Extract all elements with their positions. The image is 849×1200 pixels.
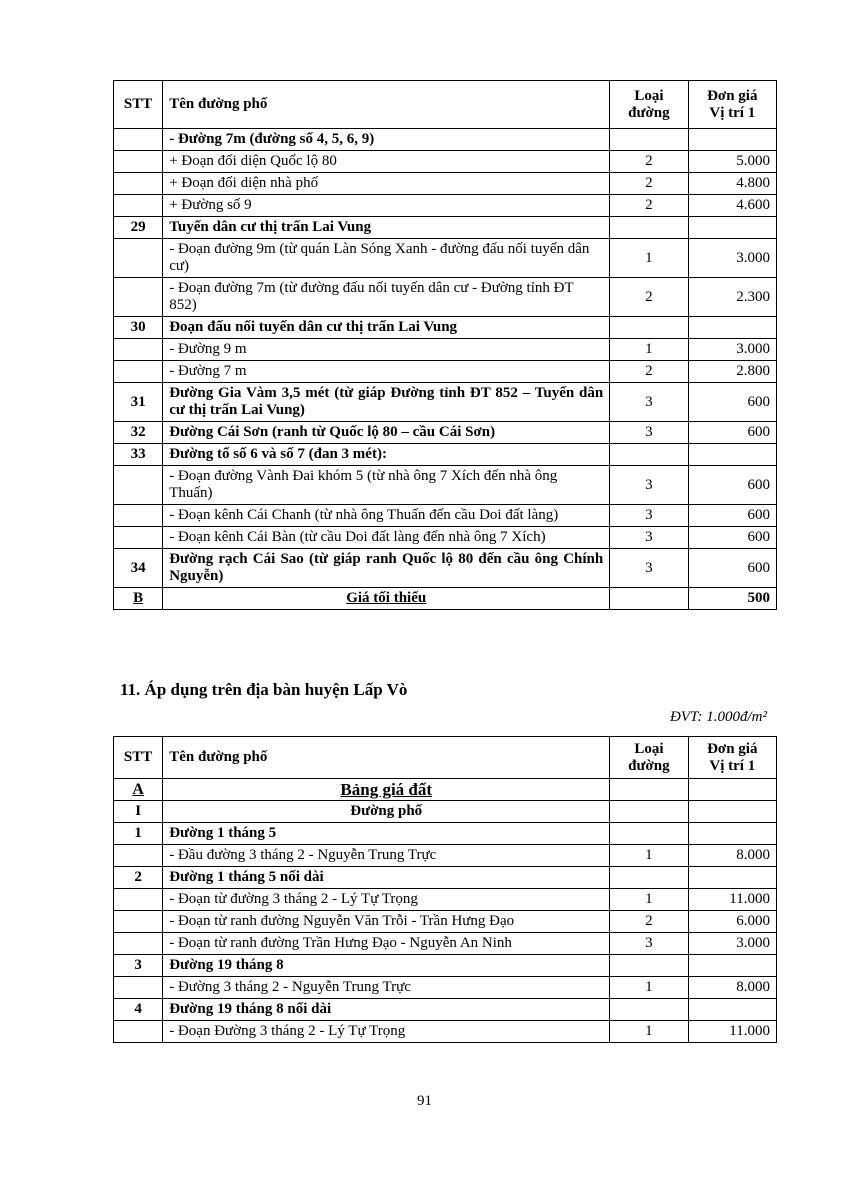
row-road-type: [610, 317, 688, 339]
row-road-type: 3: [610, 466, 688, 505]
table-row: [114, 911, 777, 933]
row-unit-price: [688, 867, 776, 889]
table-row: [114, 933, 777, 955]
table-row: [114, 339, 777, 361]
row-street-name: - Đoạn đường 9m (từ quán Làn Sóng Xanh - đường đấu nối tuyến dân cư): [163, 239, 610, 278]
unit-label: ĐVT: 1.000đ/m²: [669, 709, 767, 725]
header-road-type: Loại đường: [610, 737, 688, 779]
row-unit-price: [688, 779, 776, 801]
table-row: [114, 867, 777, 889]
price-table-2: [113, 736, 777, 1043]
row-unit-price: 600: [688, 505, 776, 527]
row-street-name: Tuyến dân cư thị trấn Lai Vung: [163, 217, 610, 239]
row-unit-price: 600: [688, 383, 776, 422]
row-road-type: [610, 779, 688, 801]
row-street-name: - Đường 9 m: [163, 339, 610, 361]
row-unit-price: [688, 129, 776, 151]
row-unit-price: 4.800: [688, 173, 776, 195]
table-row: [114, 505, 777, 527]
table-row: [114, 466, 777, 505]
row-stt: 32: [114, 422, 163, 444]
table-body-1: [114, 129, 777, 610]
row-stt: A: [114, 779, 163, 801]
row-road-type: [610, 129, 688, 151]
row-unit-price: 500: [688, 588, 776, 610]
row-unit-price: 4.600: [688, 195, 776, 217]
row-road-type: 3: [610, 505, 688, 527]
row-stt: I: [114, 801, 163, 823]
row-unit-price: 3.000: [688, 239, 776, 278]
row-unit-price: [688, 444, 776, 466]
row-stt: 31: [114, 383, 163, 422]
row-stt: [114, 466, 163, 505]
table-row: [114, 151, 777, 173]
table-row: [114, 779, 777, 801]
row-street-name: Đường tổ số 6 và số 7 (đan 3 mét):: [163, 444, 610, 466]
row-road-type: 1: [610, 845, 688, 867]
table-row: [114, 217, 777, 239]
row-road-type: [610, 955, 688, 977]
row-street-name: Đường 19 tháng 8 nối dài: [163, 999, 610, 1021]
row-stt: [114, 339, 163, 361]
table-row: [114, 278, 777, 317]
row-street-name: Giá tối thiểu: [163, 588, 610, 610]
page-number: 91: [417, 1093, 432, 1109]
row-unit-price: [688, 823, 776, 845]
table-row: [114, 977, 777, 999]
row-street-name: - Đường 7m (đường số 4, 5, 6, 9): [163, 129, 610, 151]
row-stt: [114, 977, 163, 999]
row-street-name: - Đường 7 m: [163, 361, 610, 383]
row-road-type: 1: [610, 339, 688, 361]
table-row: [114, 845, 777, 867]
row-unit-price: [688, 999, 776, 1021]
table-header-row: [114, 81, 777, 129]
row-street-name: Bảng giá đất: [163, 779, 610, 801]
row-road-type: [610, 999, 688, 1021]
row-stt: [114, 129, 163, 151]
row-road-type: 2: [610, 195, 688, 217]
table-row: [114, 173, 777, 195]
row-street-name: Đường 1 tháng 5 nối dài: [163, 867, 610, 889]
row-unit-price: [688, 801, 776, 823]
row-stt: 29: [114, 217, 163, 239]
row-road-type: 2: [610, 151, 688, 173]
row-street-name: Đường Cái Sơn (ranh từ Quốc lộ 80 – cầu Cái Sơn): [163, 422, 610, 444]
row-unit-price: 11.000: [688, 1021, 776, 1043]
header-unit-price: Đơn giá Vị trí 1: [688, 81, 776, 129]
price-table-1: [113, 80, 777, 610]
row-unit-price: 8.000: [688, 977, 776, 999]
row-street-name: Đường rạch Cái Sao (từ giáp ranh Quốc lộ 80 đến cầu ông Chính Nguyễn): [163, 549, 610, 588]
row-unit-price: 5.000: [688, 151, 776, 173]
row-unit-price: 600: [688, 549, 776, 588]
row-stt: 30: [114, 317, 163, 339]
table-body-2: [114, 779, 777, 1043]
table-row: [114, 801, 777, 823]
row-stt: [114, 361, 163, 383]
row-road-type: [610, 588, 688, 610]
row-street-name: Đường 1 tháng 5: [163, 823, 610, 845]
row-street-name: Đoạn đấu nối tuyến dân cư thị trấn Lai Vung: [163, 317, 610, 339]
row-unit-price: 600: [688, 422, 776, 444]
row-street-name: - Đường 3 tháng 2 - Nguyễn Trung Trực: [163, 977, 610, 999]
table-row: [114, 195, 777, 217]
table-header-row: [114, 737, 777, 779]
table-row: [114, 527, 777, 549]
table-row: [114, 549, 777, 588]
row-road-type: 3: [610, 549, 688, 588]
row-road-type: 2: [610, 278, 688, 317]
row-road-type: 1: [610, 889, 688, 911]
table-row: [114, 1021, 777, 1043]
row-street-name: - Đoạn kênh Cái Chanh (từ nhà ông Thuấn đến cầu Doi đất làng): [163, 505, 610, 527]
row-street-name: - Đoạn từ ranh đường Nguyễn Văn Trỗi - Trần Hưng Đạo: [163, 911, 610, 933]
row-stt: [114, 1021, 163, 1043]
row-road-type: 1: [610, 239, 688, 278]
row-stt: [114, 151, 163, 173]
row-street-name: - Đoạn từ ranh đường Trần Hưng Đạo - Nguyễn An Ninh: [163, 933, 610, 955]
row-street-name: - Đoạn đường 7m (từ đường đấu nối tuyến dân cư - Đường tỉnh ĐT 852): [163, 278, 610, 317]
row-unit-price: [688, 217, 776, 239]
row-stt: [114, 889, 163, 911]
row-stt: [114, 239, 163, 278]
row-street-name: Đường 19 tháng 8: [163, 955, 610, 977]
table-row: [114, 444, 777, 466]
header-stt: STT: [114, 737, 163, 779]
row-unit-price: 11.000: [688, 889, 776, 911]
row-unit-price: 2.800: [688, 361, 776, 383]
table-row: [114, 361, 777, 383]
row-stt: [114, 505, 163, 527]
row-stt: 2: [114, 867, 163, 889]
row-unit-price: 600: [688, 527, 776, 549]
row-unit-price: [688, 955, 776, 977]
header-street-name: Tên đường phố: [163, 737, 610, 779]
header-street-name: Tên đường phố: [163, 81, 610, 129]
row-stt: [114, 195, 163, 217]
row-stt: [114, 845, 163, 867]
row-stt: [114, 278, 163, 317]
row-street-name: - Đoạn từ đường 3 tháng 2 - Lý Tự Trọng: [163, 889, 610, 911]
header-stt: STT: [114, 81, 163, 129]
row-street-name: + Đoạn đối diện Quốc lộ 80: [163, 151, 610, 173]
header-unit-price: Đơn giá Vị trí 1: [688, 737, 776, 779]
row-unit-price: 2.300: [688, 278, 776, 317]
row-road-type: [610, 867, 688, 889]
row-street-name: + Đoạn đối diện nhà phố: [163, 173, 610, 195]
row-street-name: Đường phố: [163, 801, 610, 823]
table-row: [114, 999, 777, 1021]
row-stt: [114, 173, 163, 195]
table-row: [114, 129, 777, 151]
row-road-type: 2: [610, 911, 688, 933]
row-road-type: [610, 444, 688, 466]
row-unit-price: [688, 317, 776, 339]
row-stt: 3: [114, 955, 163, 977]
row-street-name: - Đầu đường 3 tháng 2 - Nguyễn Trung Trực: [163, 845, 610, 867]
row-unit-price: 3.000: [688, 339, 776, 361]
row-stt: 34: [114, 549, 163, 588]
section-title: 11. Áp dụng trên địa bàn huyện Lấp Vò: [120, 680, 408, 699]
table-row: [114, 317, 777, 339]
table-row: [114, 955, 777, 977]
table-row: [114, 422, 777, 444]
table-row: [114, 823, 777, 845]
table-row: [114, 239, 777, 278]
row-stt: 4: [114, 999, 163, 1021]
row-stt: [114, 911, 163, 933]
row-road-type: [610, 801, 688, 823]
row-road-type: 2: [610, 173, 688, 195]
row-road-type: 1: [610, 977, 688, 999]
row-street-name: - Đoạn Đường 3 tháng 2 - Lý Tự Trọng: [163, 1021, 610, 1043]
row-unit-price: 3.000: [688, 933, 776, 955]
row-road-type: 3: [610, 422, 688, 444]
header-road-type: Loại đường: [610, 81, 688, 129]
row-street-name: + Đường số 9: [163, 195, 610, 217]
row-unit-price: 6.000: [688, 911, 776, 933]
table-row: [114, 383, 777, 422]
row-street-name: Đường Gia Vàm 3,5 mét (từ giáp Đường tỉnh ĐT 852 – Tuyến dân cư thị trấn Lai Vung): [163, 383, 610, 422]
row-stt: [114, 527, 163, 549]
row-unit-price: 600: [688, 466, 776, 505]
table-row: [114, 889, 777, 911]
row-road-type: [610, 823, 688, 845]
table-row: [114, 588, 777, 610]
row-road-type: 3: [610, 383, 688, 422]
row-unit-price: 8.000: [688, 845, 776, 867]
row-street-name: - Đoạn đường Vành Đai khóm 5 (từ nhà ông 7 Xích đến nhà ông Thuấn): [163, 466, 610, 505]
row-road-type: 1: [610, 1021, 688, 1043]
row-stt: 1: [114, 823, 163, 845]
row-road-type: [610, 217, 688, 239]
row-road-type: 3: [610, 933, 688, 955]
row-street-name: - Đoạn kênh Cái Bàn (từ cầu Doi đất làng đến nhà ông 7 Xích): [163, 527, 610, 549]
row-road-type: 3: [610, 527, 688, 549]
row-stt: B: [114, 588, 163, 610]
row-stt: 33: [114, 444, 163, 466]
row-stt: [114, 933, 163, 955]
row-road-type: 2: [610, 361, 688, 383]
